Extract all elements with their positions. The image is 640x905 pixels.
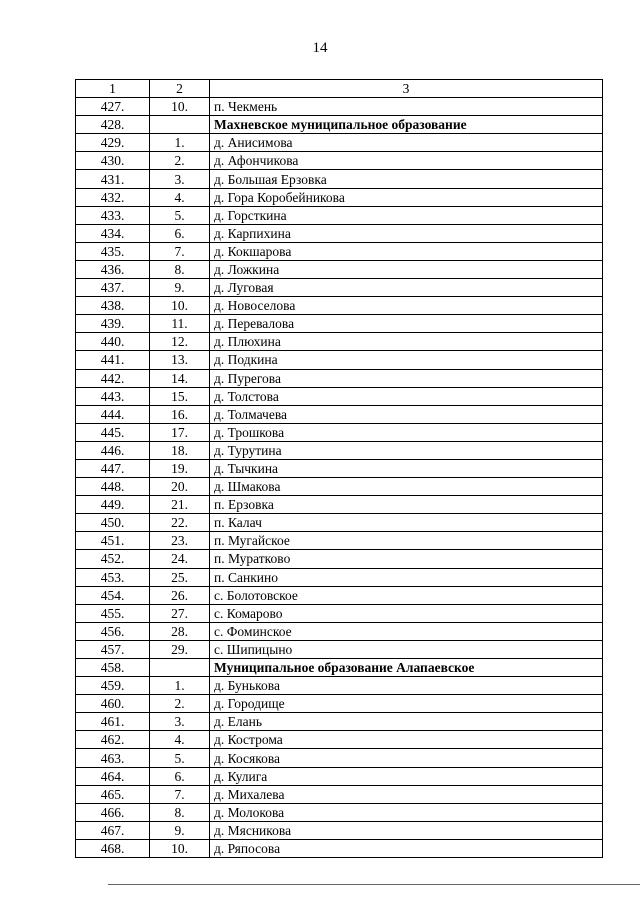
- settlement-name: д. Шмакова: [210, 478, 603, 496]
- sub-number: 6.: [150, 767, 210, 785]
- row-number: 433.: [76, 206, 150, 224]
- settlement-name: д. Мясникова: [210, 821, 603, 839]
- row-number: 434.: [76, 224, 150, 242]
- table-row: [76, 785, 603, 803]
- sub-number: 21.: [150, 496, 210, 514]
- row-number: 455.: [76, 604, 150, 622]
- settlement-name: с. Фоминское: [210, 622, 603, 640]
- row-number: 465.: [76, 785, 150, 803]
- row-number: 431.: [76, 170, 150, 188]
- row-number: 427.: [76, 98, 150, 116]
- row-number: 460.: [76, 695, 150, 713]
- table-row: [76, 441, 603, 459]
- settlement-name: Муниципальное образование Алапаевское: [210, 659, 603, 677]
- row-number: 440.: [76, 333, 150, 351]
- table-row: [76, 677, 603, 695]
- settlement-name: д. Большая Ерзовка: [210, 170, 603, 188]
- section-row: [76, 116, 603, 134]
- row-number: 468.: [76, 839, 150, 857]
- sub-number: 5.: [150, 206, 210, 224]
- table-row: [76, 604, 603, 622]
- table-row: [76, 297, 603, 315]
- sub-number: 10.: [150, 839, 210, 857]
- sub-number: 1.: [150, 677, 210, 695]
- row-number: 463.: [76, 749, 150, 767]
- table-row: [76, 333, 603, 351]
- table-row: [76, 586, 603, 604]
- sub-number: 19.: [150, 459, 210, 477]
- table-row: [76, 803, 603, 821]
- settlement-name: д. Городище: [210, 695, 603, 713]
- sub-number: 22.: [150, 514, 210, 532]
- settlement-name: д. Толмачева: [210, 405, 603, 423]
- table-row: [76, 749, 603, 767]
- table-row: [76, 260, 603, 278]
- sub-number: 4.: [150, 188, 210, 206]
- sub-number: 2.: [150, 152, 210, 170]
- settlement-name: Махневское муниципальное образование: [210, 116, 603, 134]
- row-number: 450.: [76, 514, 150, 532]
- table-row: [76, 170, 603, 188]
- sub-number: 16.: [150, 405, 210, 423]
- settlement-name: д. Новоселова: [210, 297, 603, 315]
- settlement-name: д. Подкина: [210, 351, 603, 369]
- sub-number: 12.: [150, 333, 210, 351]
- table-row: [76, 640, 603, 658]
- table-row: [76, 387, 603, 405]
- row-number: 456.: [76, 622, 150, 640]
- settlement-name: п. Чекмень: [210, 98, 603, 116]
- row-number: 429.: [76, 134, 150, 152]
- table-row: [76, 532, 603, 550]
- sub-number: 8.: [150, 803, 210, 821]
- settlement-name: д. Гора Коробейникова: [210, 188, 603, 206]
- settlement-name: д. Турутина: [210, 441, 603, 459]
- sub-number: 26.: [150, 586, 210, 604]
- sub-number: 4.: [150, 731, 210, 749]
- settlement-name: д. Горсткина: [210, 206, 603, 224]
- row-number: 454.: [76, 586, 150, 604]
- settlement-name: д. Луговая: [210, 279, 603, 297]
- table-row: [76, 568, 603, 586]
- row-number: 467.: [76, 821, 150, 839]
- sub-number: 28.: [150, 622, 210, 640]
- row-number: 428.: [76, 116, 150, 134]
- settlement-name: с. Шипицыно: [210, 640, 603, 658]
- sub-number: 2.: [150, 695, 210, 713]
- settlement-name: п. Муратково: [210, 550, 603, 568]
- sub-number: 11.: [150, 315, 210, 333]
- row-number: 444.: [76, 405, 150, 423]
- row-number: 447.: [76, 459, 150, 477]
- sub-number: 3.: [150, 713, 210, 731]
- row-number: 448.: [76, 478, 150, 496]
- row-number: 459.: [76, 677, 150, 695]
- sub-number: 10.: [150, 297, 210, 315]
- row-number: 445.: [76, 423, 150, 441]
- table-row: [76, 405, 603, 423]
- sub-number: 7.: [150, 785, 210, 803]
- row-number: 435.: [76, 242, 150, 260]
- sub-number: 20.: [150, 478, 210, 496]
- settlement-name: д. Трошкова: [210, 423, 603, 441]
- column-header-3: 3: [210, 80, 603, 98]
- sub-number: 9.: [150, 279, 210, 297]
- row-number: 436.: [76, 260, 150, 278]
- table-row: [76, 315, 603, 333]
- sub-number: 10.: [150, 98, 210, 116]
- table-row: [76, 224, 603, 242]
- table-row: [76, 514, 603, 532]
- sub-number: 6.: [150, 224, 210, 242]
- settlement-name: п. Ерзовка: [210, 496, 603, 514]
- table-row: [76, 731, 603, 749]
- row-number: 446.: [76, 441, 150, 459]
- column-header-1: 1: [76, 80, 150, 98]
- settlement-name: д. Елань: [210, 713, 603, 731]
- table-row: [76, 134, 603, 152]
- row-number: 443.: [76, 387, 150, 405]
- table-row: [76, 188, 603, 206]
- settlement-name: д. Бунькова: [210, 677, 603, 695]
- settlement-name: д. Тычкина: [210, 459, 603, 477]
- settlement-name: д. Пурегова: [210, 369, 603, 387]
- settlement-name: д. Анисимова: [210, 134, 603, 152]
- settlement-name: д. Молокова: [210, 803, 603, 821]
- table-row: [76, 242, 603, 260]
- row-number: 464.: [76, 767, 150, 785]
- row-number: 437.: [76, 279, 150, 297]
- table-row: [76, 695, 603, 713]
- settlement-name: д. Михалева: [210, 785, 603, 803]
- settlement-name: с. Комарово: [210, 604, 603, 622]
- row-number: 432.: [76, 188, 150, 206]
- sub-number: 18.: [150, 441, 210, 459]
- table-row: [76, 279, 603, 297]
- table-row: [76, 550, 603, 568]
- settlement-name: д. Перевалова: [210, 315, 603, 333]
- settlement-name: д. Ряпосова: [210, 839, 603, 857]
- column-header-2: 2: [150, 80, 210, 98]
- settlement-name: д. Карпихина: [210, 224, 603, 242]
- page-number: 14: [312, 40, 328, 56]
- table-row: [76, 767, 603, 785]
- sub-number: 9.: [150, 821, 210, 839]
- table-row: [76, 152, 603, 170]
- sub-number: 3.: [150, 170, 210, 188]
- settlement-name: д. Кострома: [210, 731, 603, 749]
- row-number: 442.: [76, 369, 150, 387]
- sub-number: 24.: [150, 550, 210, 568]
- section-row: [76, 659, 603, 677]
- sub-number: 25.: [150, 568, 210, 586]
- table-row: [76, 713, 603, 731]
- settlement-name: д. Толстова: [210, 387, 603, 405]
- settlement-name: д. Афончикова: [210, 152, 603, 170]
- sub-number: 15.: [150, 387, 210, 405]
- row-number: 449.: [76, 496, 150, 514]
- row-number: 453.: [76, 568, 150, 586]
- table-header-row: [76, 80, 603, 98]
- row-number: 451.: [76, 532, 150, 550]
- table-row: [76, 496, 603, 514]
- settlement-name: д. Кулига: [210, 767, 603, 785]
- table-row: [76, 821, 603, 839]
- table-row: [76, 478, 603, 496]
- settlements-table: [75, 79, 603, 858]
- sub-number: [150, 659, 210, 677]
- table-row: [76, 423, 603, 441]
- sub-number: 29.: [150, 640, 210, 658]
- settlement-name: д. Ложкина: [210, 260, 603, 278]
- settlement-name: д. Кокшарова: [210, 242, 603, 260]
- sub-number: 5.: [150, 749, 210, 767]
- row-number: 466.: [76, 803, 150, 821]
- sub-number: 7.: [150, 242, 210, 260]
- sub-number: 1.: [150, 134, 210, 152]
- bottom-divider: [108, 884, 640, 885]
- row-number: 441.: [76, 351, 150, 369]
- table-body: [76, 80, 603, 858]
- sub-number: [150, 116, 210, 134]
- table-row: [76, 98, 603, 116]
- settlement-name: д. Косякова: [210, 749, 603, 767]
- row-number: 458.: [76, 659, 150, 677]
- sub-number: 8.: [150, 260, 210, 278]
- table-row: [76, 369, 603, 387]
- row-number: 452.: [76, 550, 150, 568]
- settlement-name: д. Плюхина: [210, 333, 603, 351]
- table-row: [76, 351, 603, 369]
- row-number: 439.: [76, 315, 150, 333]
- row-number: 462.: [76, 731, 150, 749]
- row-number: 430.: [76, 152, 150, 170]
- table-row: [76, 459, 603, 477]
- settlement-name: п. Мугайское: [210, 532, 603, 550]
- sub-number: 27.: [150, 604, 210, 622]
- row-number: 461.: [76, 713, 150, 731]
- table-row: [76, 206, 603, 224]
- sub-number: 17.: [150, 423, 210, 441]
- settlement-name: п. Санкино: [210, 568, 603, 586]
- settlement-name: п. Калач: [210, 514, 603, 532]
- settlement-name: с. Болотовское: [210, 586, 603, 604]
- sub-number: 14.: [150, 369, 210, 387]
- table-row: [76, 622, 603, 640]
- row-number: 457.: [76, 640, 150, 658]
- row-number: 438.: [76, 297, 150, 315]
- table-row: [76, 839, 603, 857]
- sub-number: 23.: [150, 532, 210, 550]
- sub-number: 13.: [150, 351, 210, 369]
